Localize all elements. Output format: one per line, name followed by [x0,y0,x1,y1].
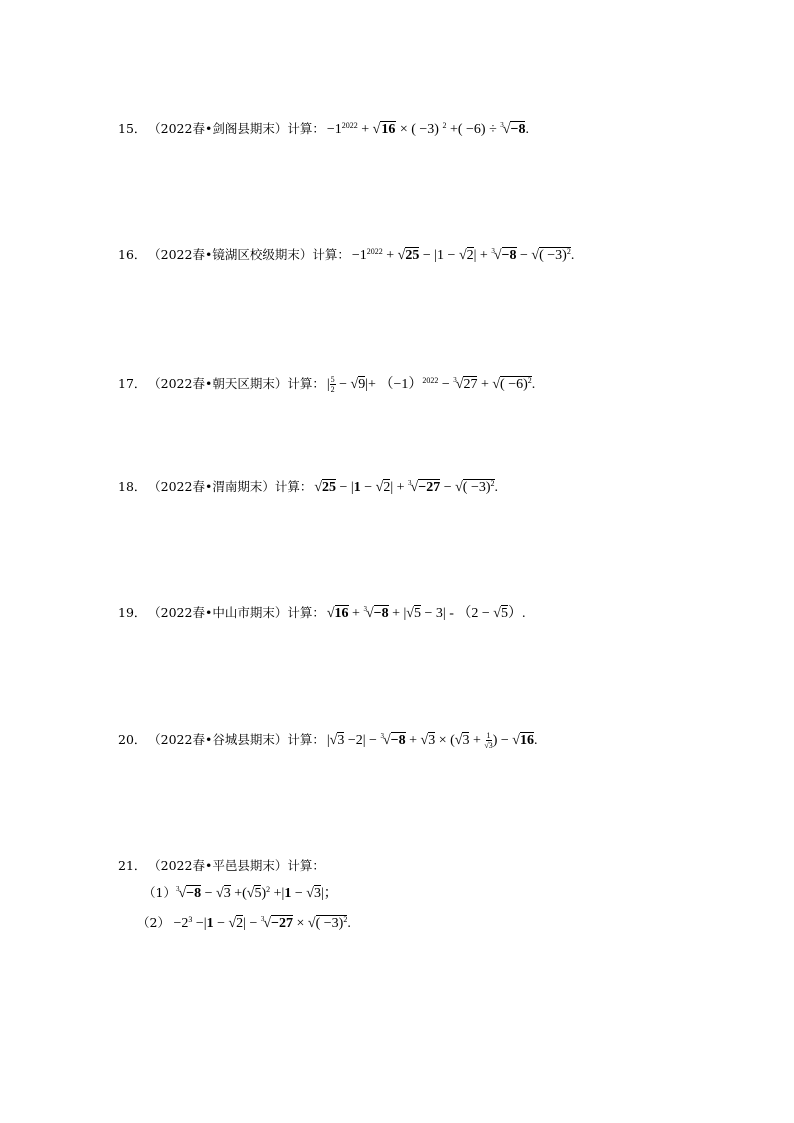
sub-problem-expression: $^3√-8 - √3 +(√5)^2 +|1 - √3|$； [175,885,338,901]
problem-source: （2022春•平邑县期末）计算： [154,858,325,873]
sub-problem-label: （2） [137,915,170,930]
problem-source: （2022春•镜湖区校级期末）计算： [154,247,350,262]
problem-number: 20． [118,732,147,747]
problem-source: （2022春•谷城县期末）计算： [154,732,325,747]
problem-number: 21． [118,858,147,873]
problem-source: （2022春•中山市期末）计算： [154,605,325,620]
problem-15 [118,120,529,139]
problem-number: 16． [118,247,147,262]
sub-problem-1 [143,884,338,903]
problem-expression: √16 + $^3$√−8 + |√5 − 3| - （2 − √5）. [326,605,526,621]
problem-expression: | $\frac{5}{2}$ − $√9|+ (-1)^{2022} - ^3√27$ + √( −6)$^2$. [326,375,536,395]
problem-number: 17． [118,376,147,391]
sub-problem-label: （1） [143,885,176,900]
problem-number: 19． [118,605,147,620]
problem-21 [118,857,327,875]
problem-expression: |√3 −2| − $^3$√−8 + √3 × (√3 + $\frac{1}{√3}$ ) − √16. [326,731,538,751]
problem-expression: $-1^{2022} + √25 - |1 - √2| + ^3√-8$ − √( −3)$^2$. [351,247,575,263]
problem-source: （2022春•渭南期末）计算： [154,479,313,494]
problem-18 [118,478,498,497]
sub-problem-2 [137,914,351,933]
sub-problem-expression: $-2^3 -|1 - √2| - ^3√-27$ × √( −3)$^2$. [169,915,351,931]
problem-17 [118,375,535,394]
problem-expression: √25 − |1 − √2| + $^3$√−27 − √( −3)$^2$. [314,479,499,495]
problem-16 [118,246,574,265]
problem-expression: $-1^{2022} + √16$ × ( −3) $^2$ +( −6) ÷ $^3$√−8. [326,121,529,137]
problem-number: 18． [118,479,147,494]
problem-source: （2022春•朝天区期末）计算： [154,376,325,391]
problem-source: （2022春•剑阁县期末）计算： [154,121,325,136]
problem-19 [118,604,525,623]
problem-number: 15． [118,121,147,136]
problem-20 [118,731,538,750]
